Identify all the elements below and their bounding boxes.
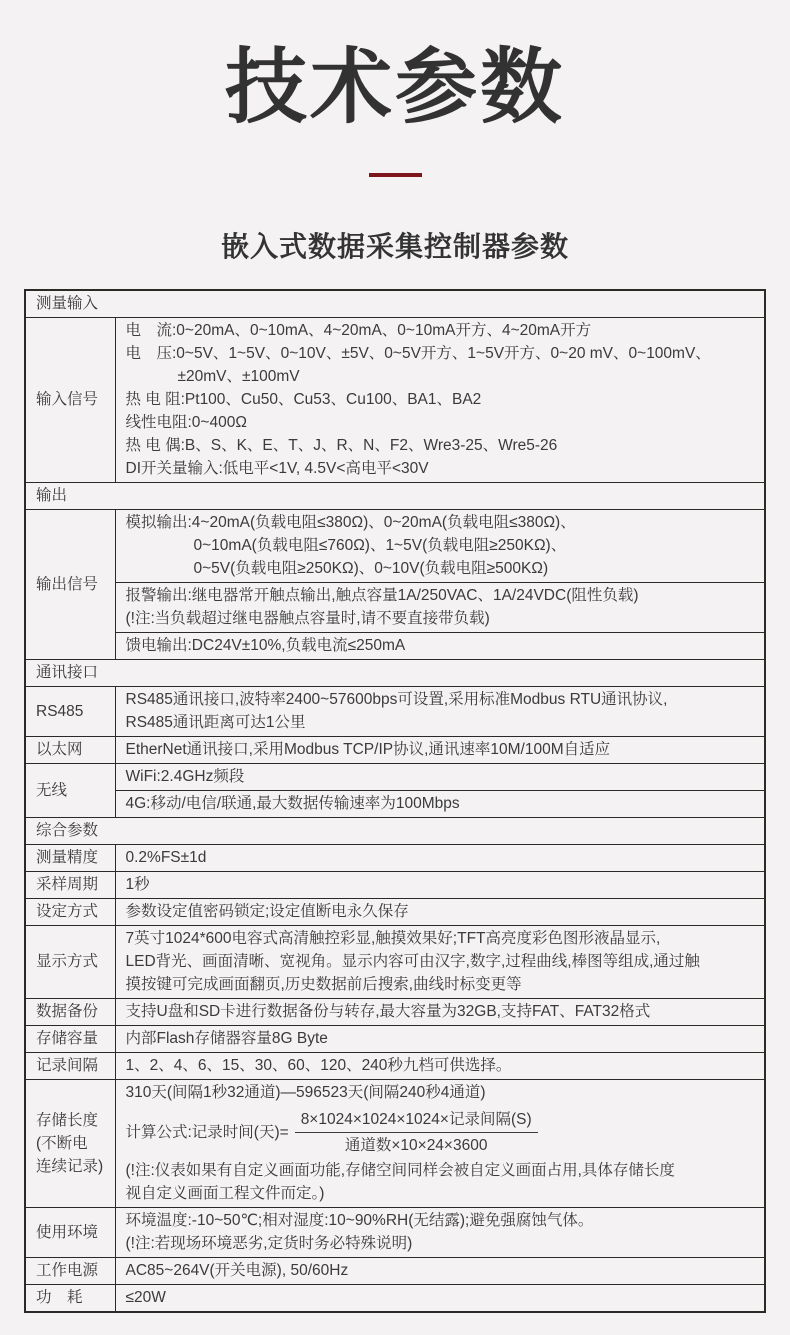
cell-analog-output: [115, 510, 765, 583]
cell-backup: [115, 999, 765, 1026]
row-display: [25, 926, 765, 999]
cell-consumption: [115, 1285, 765, 1313]
row-label-power: 工作电源: [25, 1258, 115, 1285]
spec-line-linear-resistance: 线性电阻:0~400Ω: [125, 414, 247, 431]
row-storage-length: [25, 1080, 765, 1208]
spec-line-voltage-cont: ±20mV、±100mV: [177, 368, 300, 385]
spec-line-consumption: ≤20W: [125, 1289, 166, 1306]
page-title: 技术参数: [224, 42, 565, 133]
spec-line-wifi: WiFi:2.4GHz频段: [125, 768, 245, 785]
spec-line-storage-note-1: (!注:仪表如果有自定义画面功能,存储空间同样会被自定义画面占用,具体存储长度: [125, 1162, 675, 1179]
cell-interval: [115, 1053, 765, 1080]
row-wireless-4g: [25, 791, 765, 818]
section-row-communication: [25, 660, 765, 687]
spec-line-display-3: 摸按键可完成画面翻页,历史数据前后搜索,曲线时标变更等: [125, 976, 522, 993]
row-ethernet: [25, 737, 765, 764]
spec-line-interval: 1、2、4、6、15、30、60、120、240秒九档可供选择。: [125, 1057, 512, 1074]
cell-input-signal: [115, 318, 765, 483]
spec-line-current: 电 流:0~20mA、0~10mA、4~20mA、0~10mA开方、4~20mA开方: [125, 322, 592, 339]
spec-line-thermocouple: 热 电 偶:B、S、K、E、T、J、R、N、F2、Wre3-25、Wre5-26: [125, 437, 558, 454]
spec-line-voltage: 电 压:0~5V、1~5V、0~10V、±5V、0~5V开方、1~5V开方、0~20 mV、0~100mV、: [125, 345, 711, 362]
spec-line-analog-2: 0~10mA(负载电阻≤760Ω)、1~5V(负载电阻≥250KΩ)、: [193, 537, 567, 554]
row-label-wireless: 无线: [25, 764, 115, 818]
row-wireless-wifi: [25, 764, 765, 791]
cell-display: [115, 926, 765, 999]
spec-line-display-1: 7英寸1024*600电容式高清触控彩显,触摸效果好;TFT高亮度彩色图形液晶显示,: [125, 930, 661, 947]
spec-line-environment-1: 环境温度:-10~50℃;相对湿度:10~90%RH(无结露);避免强腐蚀气体。: [125, 1212, 594, 1229]
row-label-consumption: 功 耗: [25, 1285, 115, 1313]
spec-line-rs485-1: RS485通讯接口,波特率2400~57600bps可设置,采用标准Modbus RTU通讯协议,: [125, 691, 668, 708]
cell-feed-output: [115, 633, 765, 660]
spec-line-environment-2: (!注:若现场环境恶劣,定货时务必特殊说明): [125, 1235, 413, 1252]
row-capacity: [25, 1026, 765, 1053]
spec-line-setting: 参数设定值密码锁定;设定值断电永久保存: [125, 903, 409, 920]
row-rs485: [25, 687, 765, 737]
row-accuracy: [25, 845, 765, 872]
spec-page: [0, 40, 790, 1335]
cell-storage-length: [115, 1080, 765, 1208]
row-consumption: [25, 1285, 765, 1313]
row-label-ethernet: 以太网: [25, 737, 115, 764]
row-label-capacity: 存储容量: [25, 1026, 115, 1053]
spec-line-storage-range: 310天(间隔1秒32通道)—596523天(间隔240秒4通道): [125, 1084, 486, 1101]
spec-line-feed: 馈电输出:DC24V±10%,负载电流≤250mA: [125, 637, 406, 654]
cell-sampling: [115, 872, 765, 899]
section-header-output: 输出: [25, 483, 765, 510]
storage-label-line-2: (不断电: [36, 1134, 88, 1152]
storage-label-line-3: 连续记录): [36, 1157, 104, 1175]
formula-numerator: 8×1024×1024×1024×记录间隔(S): [295, 1108, 538, 1133]
formula-prefix: 计算公式:记录时间(天)=: [125, 1124, 289, 1141]
row-label-display: 显示方式: [25, 926, 115, 999]
cell-rs485: [115, 687, 765, 737]
row-input-signal: [25, 318, 765, 483]
section-row-general: [25, 818, 765, 845]
spec-line-rtd: 热 电 阻:Pt100、Cu50、Cu53、Cu100、BA1、BA2: [125, 391, 482, 408]
cell-wifi: [115, 764, 765, 791]
storage-formula: [126, 1108, 757, 1157]
row-label-output-signal: 输出信号: [25, 510, 115, 660]
cell-4g: [115, 791, 765, 818]
section-header-measurement-input: 测量输入: [25, 290, 765, 318]
section-header-general: 综合参数: [25, 818, 765, 845]
formula-fraction: [295, 1108, 538, 1157]
spec-line-power: AC85~264V(开关电源), 50/60Hz: [125, 1262, 349, 1279]
cell-ethernet: [115, 737, 765, 764]
row-label-input-signal: 输入信号: [25, 318, 115, 483]
accent-dash: [369, 173, 422, 177]
section-header-communication: 通讯接口: [25, 660, 765, 687]
spec-line-capacity: 内部Flash存储器容量8G Byte: [125, 1030, 328, 1047]
spec-table: [24, 289, 766, 1313]
spec-line-alarm-note: (!注:当负载超过继电器触点容量时,请不要直接带负载): [125, 610, 490, 627]
page-subtitle: 嵌入式数据采集控制器参数: [220, 231, 569, 262]
row-output-signal-alarm: [25, 583, 765, 633]
cell-environment: [115, 1208, 765, 1258]
row-sampling: [25, 872, 765, 899]
formula-denominator: 通道数×10×24×3600: [344, 1137, 488, 1154]
section-row-measurement-input: [25, 290, 765, 318]
row-label-sampling: 采样周期: [25, 872, 115, 899]
spec-line-analog-1: 模拟输出:4~20mA(负载电阻≤380Ω)、0~20mA(负载电阻≤380Ω)、: [125, 514, 576, 531]
cell-capacity: [115, 1026, 765, 1053]
row-backup: [25, 999, 765, 1026]
row-label-interval: 记录间隔: [25, 1053, 115, 1080]
spec-line-di-input: DI开关量输入:低电平<1V, 4.5V<高电平<30V: [125, 460, 429, 477]
cell-power: [115, 1258, 765, 1285]
row-label-accuracy: 测量精度: [25, 845, 115, 872]
cell-setting: [115, 899, 765, 926]
storage-label-line-1: 存储长度: [36, 1111, 99, 1129]
spec-line-analog-3: 0~5V(负载电阻≥250KΩ)、0~10V(负载电阻≥500KΩ): [193, 560, 549, 577]
row-label-setting: 设定方式: [25, 899, 115, 926]
spec-line-alarm-1: 报警输出:继电器常开触点输出,触点容量1A/250VAC、1A/24VDC(阻性负载): [125, 587, 639, 604]
spec-line-storage-note-2: 视自定义画面工程文件而定。): [125, 1185, 325, 1202]
section-row-output: [25, 483, 765, 510]
spec-line-accuracy: 0.2%FS±1d: [125, 849, 207, 866]
row-power: [25, 1258, 765, 1285]
cell-alarm-output: [115, 583, 765, 633]
spec-line-4g: 4G:移动/电信/联通,最大数据传输速率为100Mbps: [125, 795, 460, 812]
cell-accuracy: [115, 845, 765, 872]
spec-line-ethernet: EtherNet通讯接口,采用Modbus TCP/IP协议,通讯速率10M/100M自适应: [125, 741, 611, 758]
row-setting: [25, 899, 765, 926]
row-output-signal-feed: [25, 633, 765, 660]
row-label-environment: 使用环境: [25, 1208, 115, 1258]
spec-line-backup: 支持U盘和SD卡进行数据备份与转存,最大容量为32GB,支持FAT、FAT32格式: [125, 1003, 651, 1020]
spec-line-sampling: 1秒: [125, 876, 150, 893]
spec-line-display-2: LED背光、画面清晰、宽视角。显示内容可由汉字,数字,过程曲线,棒图等组成,通过触: [125, 953, 700, 970]
row-interval: [25, 1053, 765, 1080]
row-environment: [25, 1208, 765, 1258]
row-label-storage-length: [25, 1080, 115, 1208]
row-label-backup: 数据备份: [25, 999, 115, 1026]
row-output-signal-analog: [25, 510, 765, 583]
spec-line-rs485-2: RS485通讯距离可达1公里: [125, 714, 306, 731]
row-label-rs485: RS485: [25, 687, 115, 737]
